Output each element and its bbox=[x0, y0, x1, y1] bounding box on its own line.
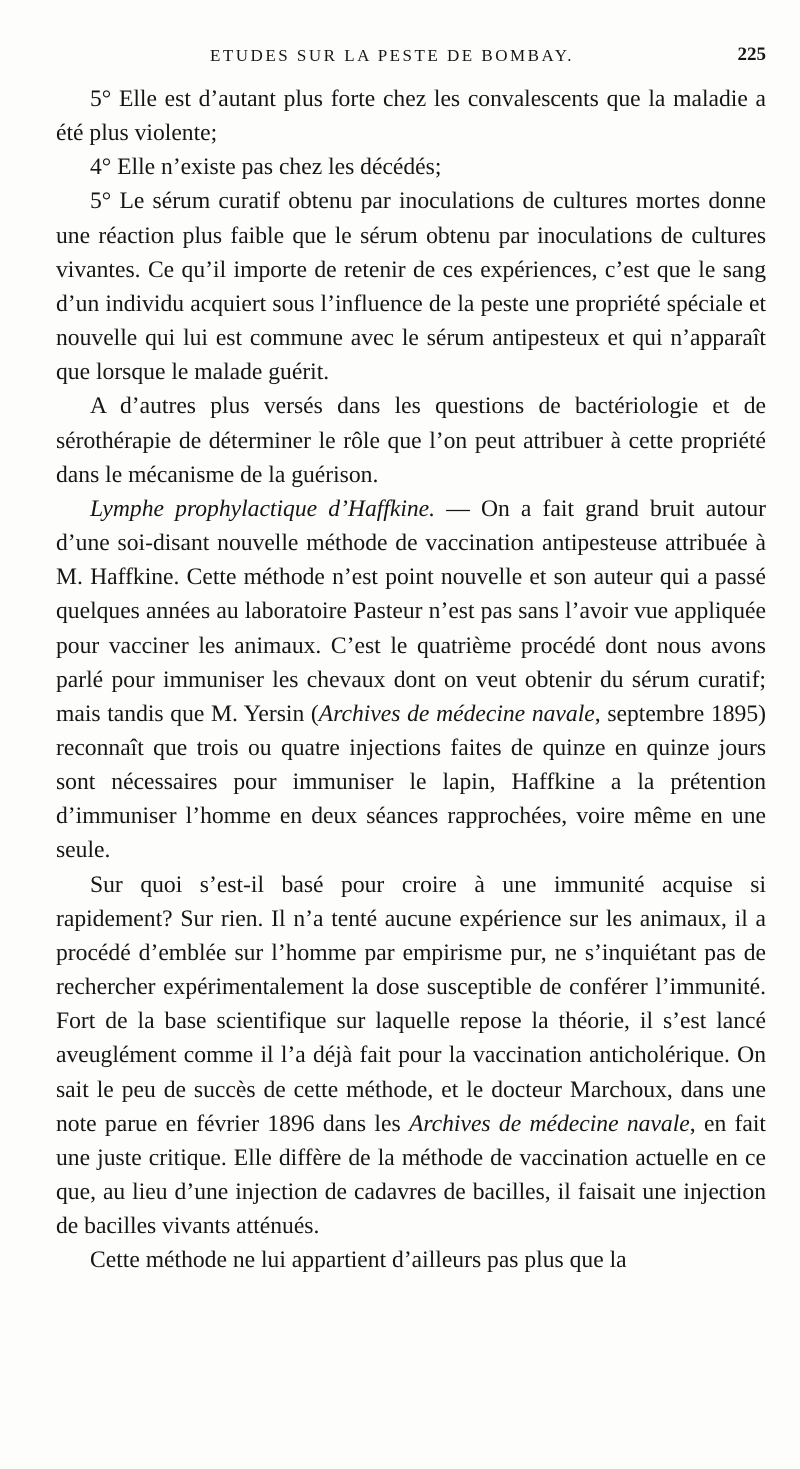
journal-citation: Archives de médecine navale bbox=[318, 700, 595, 727]
body-text bbox=[56, 82, 766, 1277]
page-number: 225 bbox=[737, 44, 766, 65]
paragraph-text-part: , en fait une juste critique. Elle diffère de la méthode de vaccination actuelle en ce que, au lieu d’une injection de cadavres de bacilles, il faisait une injection de bacilles vivants atténués. bbox=[56, 1110, 766, 1240]
paragraph-text-part: — On a fait grand bruit autour d’une soi-disant nouvelle méthode de vaccination antipesteuse attribuée à M. Haffkine. Cette méthode n’est point nouvelle et son auteur qui a passé quelques années au laboratoire Pasteur n’est pas sans l’avoir vue appliquée pour vacciner les animaux. C’est le quatrième procédé dont nous avons parlé pour immuniser les chevaux dont on veut obtenir du sérum curatif; mais tandis que M. Yersin ( bbox=[56, 495, 766, 727]
page-header bbox=[60, 46, 766, 76]
paragraph-haffkine-lymph bbox=[56, 492, 766, 868]
paragraph-text-part: Sur quoi s’est-il basé pour croire à une immunité acquise si rapidement? Sur rien. Il n’a tenté aucune expérience sur les animaux, il a procédé d’emblée sur l’homme par empirisme pur, ne s’inquiétant pas de rechercher expérimentalement la dose susceptible de conférer l’immunité. Fort de la base scientifique sur laquelle repose la théorie, il s’est lancé aveuglément comme il l’a déjà fait pour la vaccination anticholérique. On sait le peu de succès de cette méthode, et le docteur Marchoux, dans une note parue en février 1896 dans les bbox=[56, 871, 766, 1137]
paragraph-text-part: , septembre 1895) reconnaît que trois ou quatre injections faites de quinze en quinze jours sont nécessaires pour immuniser le lapin, Haffkine a la prétention d’immuniser l’homme en deux séances rapprochées, voire même en une seule. bbox=[56, 700, 766, 864]
running-title: ETUDES SUR LA PESTE DE BOMBAY. bbox=[210, 46, 575, 65]
paragraph-immunity-critique bbox=[56, 868, 766, 1244]
section-title-haffkine: Lymphe prophylactique d’Haffkine. bbox=[90, 495, 436, 522]
paragraph-item-5-curative-serum: 5° Le sérum curatif obtenu par inoculations de cultures mortes donne une réaction plus faible que le sérum obtenu par inoculations de cultures vivantes. Ce qu’il importe de retenir de ces expériences, c’est que le sang d’un individu acquiert sous l’influence de la peste une propriété spéciale et nouvelle qui lui est commune avec le sérum antipesteux et qui n’apparaît que lorsque le malade guérit. bbox=[56, 188, 766, 386]
paragraph-continued: Cette méthode ne lui appartient d’ailleurs pas plus que la bbox=[90, 1247, 627, 1274]
paragraph-item-4-deceased: 4° Elle n’existe pas chez les décédés; bbox=[90, 154, 442, 181]
paragraph-bacteriology: A d’autres plus versés dans les questions de bactériologie et de sérothérapie de déterminer le rôle que l’on peut attribuer à cette propriété dans le mécanisme de la guérison. bbox=[56, 393, 766, 488]
journal-citation: Archives de médecine navale bbox=[408, 1110, 690, 1137]
paragraph-item-5-convalescents: 5° Elle est d’autant plus forte chez les convalescents que la maladie a été plus violente; bbox=[56, 86, 766, 147]
